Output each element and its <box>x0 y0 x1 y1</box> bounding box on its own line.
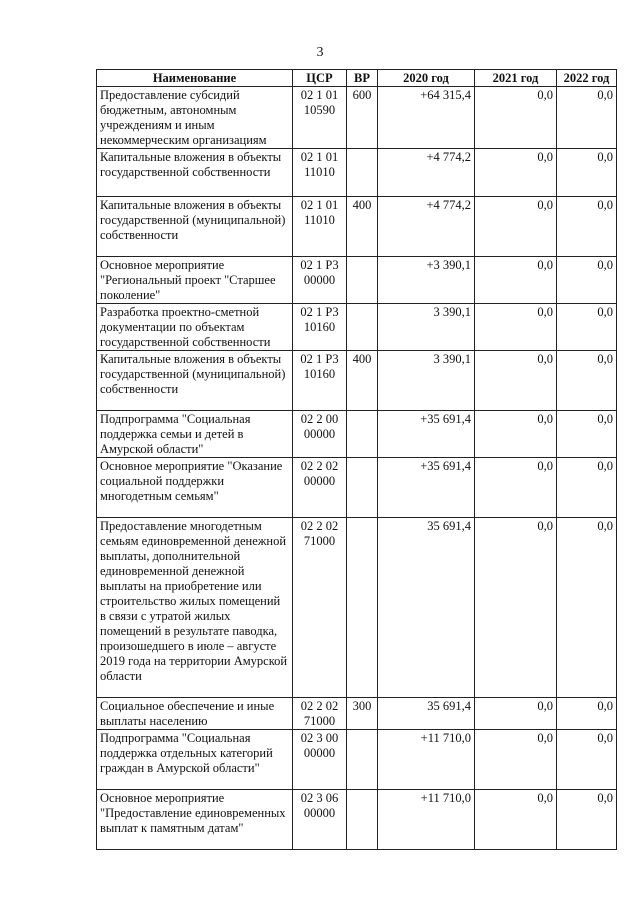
cell-2022: 0,0 <box>557 518 617 698</box>
table-row <box>97 518 617 698</box>
cell-name: Основное мероприятие "Региональный проект "Старшее поколение" <box>97 257 293 304</box>
page-number: 3 <box>316 45 324 60</box>
table-row <box>97 411 617 458</box>
table-row <box>97 698 617 730</box>
header-2021: 2021 год <box>475 70 557 87</box>
table-row <box>97 257 617 304</box>
cell-vr <box>347 411 378 458</box>
cell-2022: 0,0 <box>557 87 617 149</box>
cell-2021: 0,0 <box>475 411 557 458</box>
cell-name: Капитальные вложения в объекты государственной (муниципальной) собственности <box>97 351 293 411</box>
table-row <box>97 304 617 351</box>
cell-2020: +4 774,2 <box>378 197 475 257</box>
cell-2022: 0,0 <box>557 790 617 850</box>
cell-name: Капитальные вложения в объекты государственной собственности <box>97 149 293 197</box>
cell-csr: 02 2 00 00000 <box>293 411 347 458</box>
cell-2022: 0,0 <box>557 698 617 730</box>
cell-2020: +4 774,2 <box>378 149 475 197</box>
cell-name: Основное мероприятие "Оказание социальной поддержки многодетным семьям" <box>97 458 293 518</box>
cell-name: Предоставление многодетным семьям единовременной денежной выплаты, дополнительной единовременной денежной выплаты на приобретение или строительство жилых помещений в связи с утратой жилых помещений в результате паводка, произошедшего в июле – августе 2019 года на территории Амурской области <box>97 518 293 698</box>
budget-table <box>96 69 617 850</box>
cell-csr: 02 1 01 11010 <box>293 149 347 197</box>
cell-vr: 300 <box>347 698 378 730</box>
table-header-row <box>97 70 617 87</box>
cell-2021: 0,0 <box>475 351 557 411</box>
header-2022: 2022 год <box>557 70 617 87</box>
cell-vr <box>347 518 378 698</box>
cell-2021: 0,0 <box>475 790 557 850</box>
cell-2022: 0,0 <box>557 730 617 790</box>
cell-name: Предоставление субсидий бюджетным, автономным учреждениям и иным некоммерческим организациям <box>97 87 293 149</box>
cell-vr <box>347 257 378 304</box>
cell-name: Разработка проектно-сметной документации по объектам государственной собственности <box>97 304 293 351</box>
cell-csr: 02 2 02 00000 <box>293 458 347 518</box>
cell-name: Основное мероприятие "Предоставление единовременных выплат к памятным датам" <box>97 790 293 850</box>
cell-2022: 0,0 <box>557 304 617 351</box>
cell-2022: 0,0 <box>557 257 617 304</box>
cell-vr <box>347 304 378 351</box>
cell-2021: 0,0 <box>475 698 557 730</box>
cell-csr: 02 1 01 11010 <box>293 197 347 257</box>
cell-2020: 3 390,1 <box>378 351 475 411</box>
cell-2020: 35 691,4 <box>378 698 475 730</box>
cell-2021: 0,0 <box>475 197 557 257</box>
cell-name: Подпрограмма "Социальная поддержка семьи и детей в Амурской области" <box>97 411 293 458</box>
cell-2020: +35 691,4 <box>378 458 475 518</box>
cell-2021: 0,0 <box>475 257 557 304</box>
cell-2022: 0,0 <box>557 458 617 518</box>
cell-vr <box>347 730 378 790</box>
cell-2022: 0,0 <box>557 411 617 458</box>
cell-csr: 02 1 01 10590 <box>293 87 347 149</box>
cell-vr: 400 <box>347 351 378 411</box>
table-row <box>97 790 617 850</box>
cell-2022: 0,0 <box>557 351 617 411</box>
table-row <box>97 730 617 790</box>
cell-2021: 0,0 <box>475 87 557 149</box>
table-row <box>97 149 617 197</box>
cell-csr: 02 2 02 71000 <box>293 698 347 730</box>
cell-2021: 0,0 <box>475 149 557 197</box>
cell-2020: +11 710,0 <box>378 790 475 850</box>
cell-2021: 0,0 <box>475 518 557 698</box>
cell-csr: 02 1 Р3 10160 <box>293 304 347 351</box>
cell-2021: 0,0 <box>475 458 557 518</box>
cell-name: Социальное обеспечение и иные выплаты населению <box>97 698 293 730</box>
cell-2020: +11 710,0 <box>378 730 475 790</box>
cell-2020: 35 691,4 <box>378 518 475 698</box>
cell-csr: 02 2 02 71000 <box>293 518 347 698</box>
cell-csr: 02 1 Р3 10160 <box>293 351 347 411</box>
cell-2020: 3 390,1 <box>378 304 475 351</box>
cell-csr: 02 1 Р3 00000 <box>293 257 347 304</box>
cell-csr: 02 3 06 00000 <box>293 790 347 850</box>
cell-name: Капитальные вложения в объекты государственной (муниципальной) собственности <box>97 197 293 257</box>
cell-vr <box>347 458 378 518</box>
cell-2021: 0,0 <box>475 304 557 351</box>
cell-2020: +64 315,4 <box>378 87 475 149</box>
table-row <box>97 87 617 149</box>
cell-vr: 400 <box>347 197 378 257</box>
cell-2021: 0,0 <box>475 730 557 790</box>
table-row <box>97 351 617 411</box>
table-row <box>97 197 617 257</box>
cell-name: Подпрограмма "Социальная поддержка отдельных категорий граждан в Амурской области" <box>97 730 293 790</box>
cell-csr: 02 3 00 00000 <box>293 730 347 790</box>
header-vr: ВР <box>347 70 378 87</box>
header-2020: 2020 год <box>378 70 475 87</box>
cell-vr: 600 <box>347 87 378 149</box>
cell-2022: 0,0 <box>557 149 617 197</box>
header-name: Наименование <box>97 70 293 87</box>
table-row <box>97 458 617 518</box>
cell-vr <box>347 790 378 850</box>
cell-2022: 0,0 <box>557 197 617 257</box>
cell-2020: +35 691,4 <box>378 411 475 458</box>
cell-vr <box>347 149 378 197</box>
header-csr: ЦСР <box>293 70 347 87</box>
cell-2020: +3 390,1 <box>378 257 475 304</box>
